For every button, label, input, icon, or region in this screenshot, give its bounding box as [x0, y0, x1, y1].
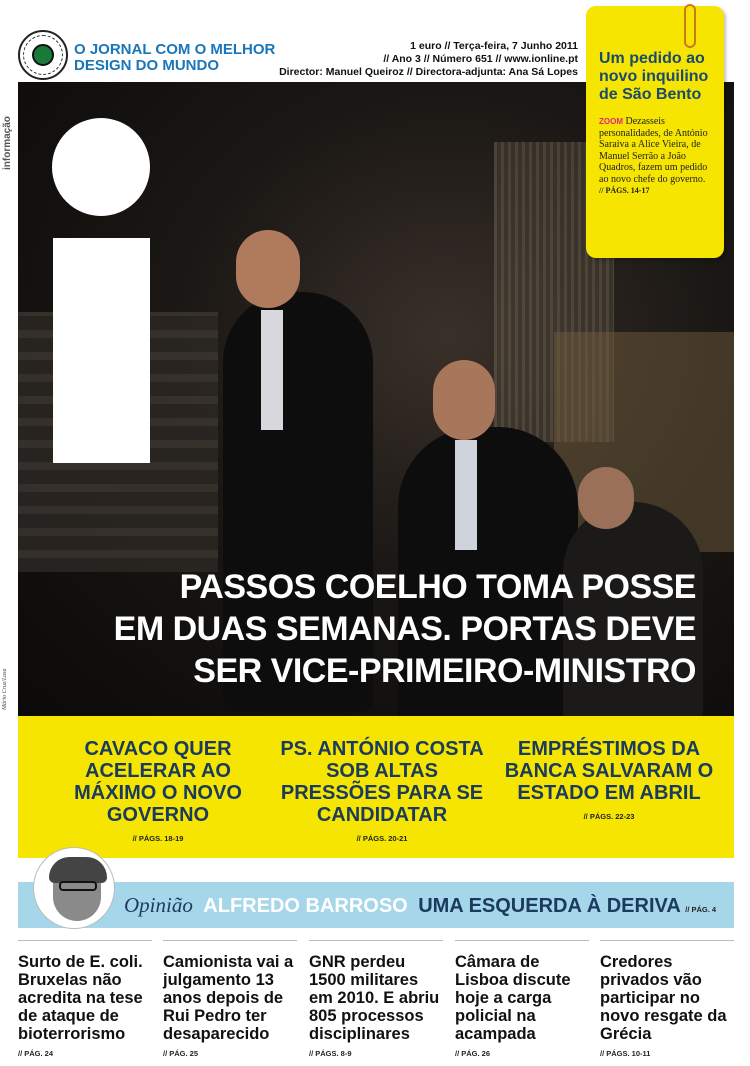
award-badge-icon — [18, 30, 68, 80]
opinion-label: Opinião — [124, 893, 193, 917]
secondary-stories-band — [18, 716, 734, 858]
headline-line-3: SER VICE-PRIMEIRO-MINISTRO — [193, 652, 696, 690]
story-emprestimos[interactable]: EMPRÉSTIMOS DA BANCA SALVARAM O ESTADO EM ABRIL // PÁGS. 22-23 — [504, 738, 714, 821]
teaser-credores[interactable]: Credores privados vão participar no novo resgate da Grécia // PÁGS. 10-11 — [600, 940, 734, 1060]
headline-line-1: PASSOS COELHO TOMA POSSE — [179, 568, 696, 606]
note-section: ZOOM — [599, 117, 623, 126]
opinion-author: ALFREDO BARROSO — [203, 895, 408, 917]
story-cavaco[interactable]: CAVACO QUER ACELERAR AO MÁXIMO O NOVO GOVERNO // PÁGS. 18-19 — [74, 738, 242, 843]
side-label-text: informação — [2, 116, 13, 170]
note-page-ref: // PÁGS. 14-17 — [599, 186, 650, 195]
paperclip-icon — [684, 4, 696, 48]
teaser-camara-lisboa[interactable]: Câmara de Lisboa discute hoje a carga policial na acampada // PÁG. 26 — [455, 940, 589, 1060]
teaser-camionista[interactable]: Camionista vai a julgamento 13 anos depois de Rui Pedro ter desaparecido // PÁG. 25 — [163, 940, 297, 1060]
motto: O JORNAL COM O MELHOR DESIGN DO MUNDO — [74, 41, 276, 74]
note-title: Um pedido ao novo inquilino de São Bento — [599, 50, 709, 103]
story-antonio-costa[interactable]: PS. ANTÓNIO COSTA SOB ALTAS PRESSÕES PARA SE CANDIDATAR // PÁGS. 20-21 — [280, 738, 484, 843]
note-body: ZOOM Dezasseis personalidades, de António Saraiva a Alice Vieira, de Manuel Serrão a João Quadros, fazem um pedido ao novo chefe do governo. // PÁGS. 14-17 — [599, 116, 714, 197]
opinion-text[interactable] — [124, 893, 716, 918]
staff-info: Director: Manuel Queiroz // Directora-adjunta: Ana Sá Lopes — [279, 66, 578, 78]
opinion-title: UMA ESQUERDA À DERIVA — [418, 895, 681, 917]
logo-i-stem — [53, 238, 150, 463]
teaser-gnr[interactable]: GNR perdeu 1500 militares em 2010. E abriu 805 processos disciplinares // PÁGS. 8-9 — [309, 940, 443, 1060]
issue-info: // Ano 3 // Número 651 // www.ionline.pt — [383, 53, 578, 65]
photo-credit: Mário Cruz/Lusa — [2, 668, 8, 710]
price-date: 1 euro // Terça-feira, 7 Junho 2011 — [410, 40, 578, 52]
logo-i-dot — [52, 118, 150, 216]
masthead-meta — [268, 40, 578, 79]
side-section-label — [2, 80, 16, 170]
teaser-ecoli[interactable]: Surto de E. coli. Bruxelas não acredita na tese de ataque de bioterrorismo // PÁG. 24 — [18, 940, 152, 1060]
opinion-page-ref: // PÁG. 4 — [685, 905, 717, 914]
sticky-note-teaser[interactable] — [586, 6, 724, 258]
author-avatar — [34, 848, 114, 928]
headline-line-2: EM DUAS SEMANAS. PORTAS DEVE — [113, 610, 696, 648]
main-headline[interactable] — [60, 566, 696, 692]
